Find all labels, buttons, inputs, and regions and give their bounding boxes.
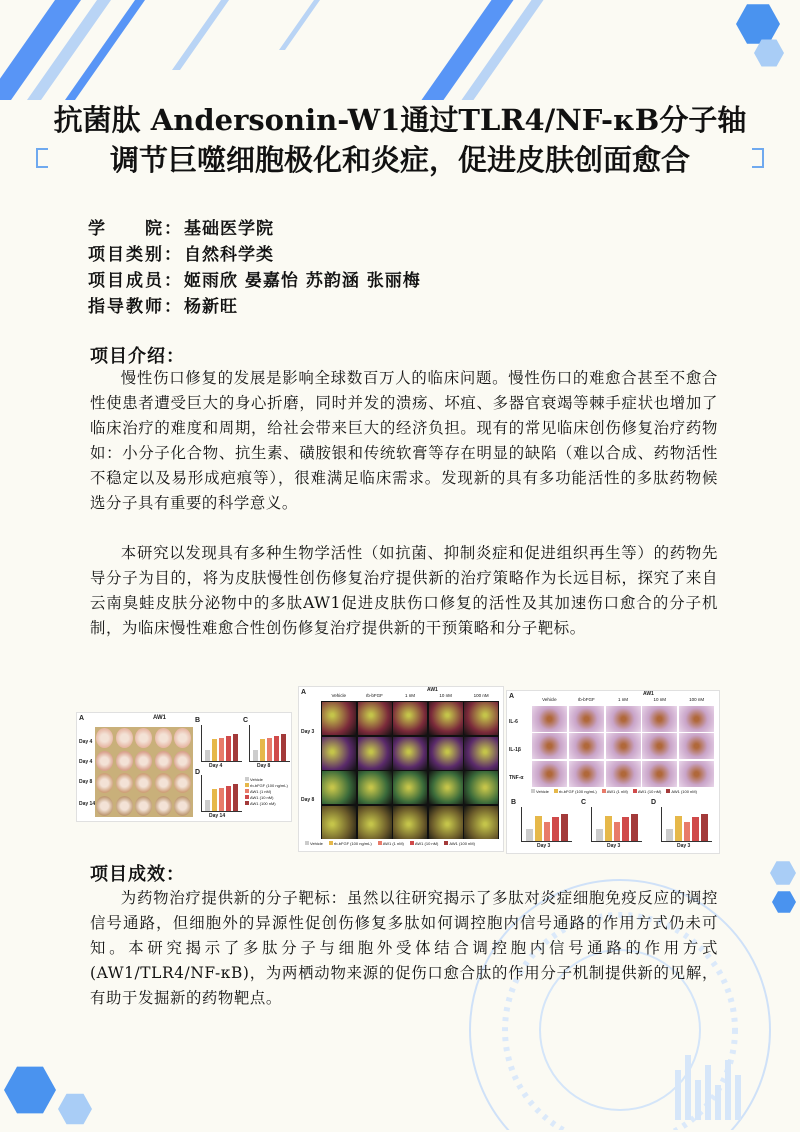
info-row-advisor: [88, 294, 421, 320]
legend-label: AW1 (100 nM): [671, 789, 697, 794]
legend-item: [245, 801, 288, 807]
chart-title: Day 4: [209, 763, 223, 769]
ihc-image: [679, 733, 714, 759]
column-header: Vehicle: [542, 697, 557, 702]
wound-photo: [135, 728, 152, 748]
fluorescence-image: [429, 702, 463, 735]
fluorescence-image: [464, 737, 498, 770]
wound-photo: [116, 773, 133, 793]
bar: [605, 816, 612, 842]
bar: [219, 788, 224, 811]
panel-label: A: [79, 715, 85, 722]
ihc-image: [606, 733, 641, 759]
panel-label: B: [195, 717, 201, 724]
wound-photo: [135, 751, 152, 771]
fluorescence-image: [393, 737, 427, 770]
wound-photo: [155, 773, 172, 793]
ihc-image: [532, 761, 567, 787]
wound-photo: [96, 751, 113, 771]
legend-item: [602, 789, 628, 794]
column-header: 10 nM: [653, 697, 667, 702]
group-header: AW1: [427, 687, 438, 693]
legend-swatch: [410, 841, 414, 845]
row-label: TNF-α: [509, 775, 524, 781]
fluorescence-image: [464, 806, 498, 839]
info-row-members: [88, 268, 421, 294]
info-label: 指导教师：: [88, 297, 183, 317]
info-value: 基础医学院: [184, 219, 274, 239]
legend-swatch: [602, 789, 606, 793]
fluorescence-image: [464, 702, 498, 735]
column-header: 1 nM: [617, 697, 628, 702]
row-label: Day 8: [79, 779, 93, 785]
panel-label: D: [195, 769, 201, 776]
legend-item: [329, 841, 372, 846]
column-headers: [531, 697, 715, 705]
bar: [614, 822, 621, 841]
legend-swatch: [633, 789, 637, 793]
hexagon-icon: [4, 1064, 56, 1116]
wound-photo-grid: [95, 727, 193, 817]
group-header: AW1: [153, 715, 167, 721]
bar: [684, 822, 691, 841]
bar: [226, 736, 231, 761]
ihc-image-grid: [531, 705, 715, 787]
wound-photo: [135, 796, 152, 816]
wound-photo: [174, 728, 191, 748]
legend-item: [554, 789, 597, 794]
ihc-image: [642, 733, 677, 759]
figure-legend: [305, 841, 475, 846]
row-label: Day 3: [301, 729, 315, 735]
wound-photo: [174, 773, 191, 793]
bar: [226, 786, 231, 811]
info-label: 项目成员：: [88, 271, 183, 291]
wound-photo: [96, 796, 113, 816]
legend-label: rb-bFGF (100 ng/mL): [558, 789, 597, 794]
bar: [561, 814, 568, 841]
bar: [596, 829, 603, 841]
legend-label: AW1 (10 nM): [250, 795, 274, 800]
wound-photo: [174, 796, 191, 816]
wound-photo: [96, 728, 113, 748]
legend-swatch: [305, 841, 309, 845]
bar: [253, 750, 258, 761]
legend-label: AW1 (100 nM): [250, 801, 276, 806]
fluorescence-image: [322, 702, 356, 735]
fluorescence-image: [358, 737, 392, 770]
figure-wound-healing: [76, 712, 292, 822]
figure-legend: [531, 789, 697, 794]
legend-swatch: [329, 841, 333, 845]
column-header: 1 nM: [404, 693, 415, 698]
fluorescence-image: [393, 702, 427, 735]
legend-label: AW1 (1 nM): [382, 841, 404, 846]
bar: [701, 814, 708, 841]
chart-title: Day 8: [257, 763, 271, 769]
row-label: IL-1β: [509, 747, 521, 753]
bar: [535, 816, 542, 842]
ihc-image: [569, 761, 604, 787]
intro-paragraph-2: 本研究以发现具有多种生物学活性（如抗菌、抑制炎症和促进组织再生等）的药物先导分子为目的，将为皮肤慢性创伤修复治疗提供新的治疗策略作为长远目标，探究了来自云南臭蛙皮肤分泌物中的多肽AW1促进皮肤伤口修复的活性及其加速伤口愈合的分子机制，为临床慢性难愈合性创伤修复治疗提供新的干预策略和分子靶标。: [90, 544, 718, 637]
bar-chart-c: [249, 725, 290, 762]
info-label: 项目类别：: [88, 245, 183, 265]
legend-swatch: [531, 789, 535, 793]
hexagon-icon: [736, 2, 780, 46]
panel-label: C: [581, 799, 587, 806]
panel-label: A: [509, 693, 515, 700]
info-row-category: [88, 242, 421, 268]
legend-swatch: [378, 841, 382, 845]
bar: [675, 816, 682, 842]
legend-label: AW1 (1 nM): [606, 789, 628, 794]
fluorescence-image: [322, 806, 356, 839]
bar: [544, 822, 551, 841]
info-row-college: [88, 216, 421, 242]
fluorescence-image: [429, 806, 463, 839]
ihc-image: [606, 706, 641, 732]
bar: [692, 817, 699, 841]
panel-label: D: [651, 799, 657, 806]
legend-item: [305, 841, 323, 846]
legend-label: rb-bFGF (100 ng/mL): [250, 783, 288, 788]
column-headers: [321, 693, 499, 701]
wound-photo: [116, 751, 133, 771]
wound-photo: [135, 773, 152, 793]
legend-item: [531, 789, 549, 794]
info-label: 学 院：: [88, 219, 183, 239]
ihc-image: [679, 706, 714, 732]
legend-item: [666, 789, 697, 794]
chart-title: Day 14: [209, 813, 226, 819]
bar-chart: [521, 807, 572, 842]
fluorescence-image: [393, 806, 427, 839]
bar-chart-b: [201, 725, 242, 762]
panel-label: A: [301, 689, 307, 696]
bar: [274, 736, 279, 761]
panel-label: C: [243, 717, 249, 724]
legend-swatch: [245, 789, 249, 793]
bar: [526, 829, 533, 841]
fluorescence-image: [429, 771, 463, 804]
column-header: Vehicle: [331, 693, 347, 698]
results-paragraph: 为药物治疗提供新的分子靶标：虽然以往研究揭示了多肽对炎症细胞免疫反应的调控信号通路，但细胞外的异源性促创伤修复多肽如何调控胞内信号通路的作用方式仍未可知。本研究揭示了多肽分子与细胞外受体结合调控胞内信号通路的作用方式(AW1/TLR4/NF-κB)，为两栖动物来源的促伤口愈合肽的作用分子机制提供新的见解，有助于发掘新的药物靶点。: [90, 889, 718, 1007]
fluorescence-image: [358, 771, 392, 804]
legend-label: AW1 (100 nM): [449, 841, 475, 846]
fluorescence-image: [429, 737, 463, 770]
wound-photo: [155, 796, 172, 816]
legend-swatch: [245, 777, 249, 781]
bar: [233, 734, 238, 761]
legend-swatch: [245, 783, 249, 787]
column-header: rb-bFGF: [365, 693, 383, 698]
bar: [205, 800, 210, 811]
info-value: 自然科学类: [184, 245, 274, 265]
ihc-image: [606, 761, 641, 787]
bar: [631, 814, 638, 841]
column-header: rb-bFGF: [577, 697, 595, 702]
bar-chart: [591, 807, 642, 842]
wound-photo: [155, 728, 172, 748]
title-line-2: 调节巨噬细胞极化和炎症，促进皮肤创面愈合: [109, 143, 690, 177]
intro-paragraph-1: 慢性伤口修复的发展是影响全球数百万人的临床问题。慢性伤口的难愈合甚至不愈合性使患者遭受巨大的身心折磨，同时并发的溃疡、坏疽、多器官衰竭等棘手症状也增加了临床治疗的难度和周期，给社会带来巨大的经济负担。现有的常见临床创伤修复治疗药物如：小分子化合物、抗生素、磺胺银和传统软膏等存在明显的缺陷（难以合成、药物活性不稳定以及易形成疤痕等），很难满足临床需求。发现新的具有多功能活性的多肽药物候选分子具有重要的科学意义。: [90, 369, 718, 512]
ihc-image: [532, 733, 567, 759]
ihc-image: [642, 706, 677, 732]
row-label: IL-6: [509, 719, 518, 725]
hexagon-icon: [58, 1092, 92, 1126]
legend-item: [378, 841, 404, 846]
column-header: 100 nM: [473, 693, 489, 698]
wound-photo: [116, 796, 133, 816]
fluorescence-image: [393, 771, 427, 804]
bar: [205, 750, 210, 761]
fluorescence-image: [358, 806, 392, 839]
ihc-image: [532, 706, 567, 732]
figure-legend: [245, 777, 288, 807]
legend-label: AW1 (10 nM): [637, 789, 662, 794]
ihc-image: [569, 733, 604, 759]
bar-chart: [661, 807, 712, 842]
legend-label: Vehicle: [310, 841, 323, 846]
bar: [622, 817, 629, 841]
legend-item: [444, 841, 475, 846]
bar-chart-d: [201, 775, 242, 812]
wound-photo: [155, 751, 172, 771]
legend-label: Vehicle: [250, 777, 263, 782]
bar: [260, 739, 265, 761]
bar: [267, 738, 272, 761]
top-stripes-decoration: [0, 0, 560, 100]
poster-title: [40, 100, 760, 180]
fluorescence-image: [358, 702, 392, 735]
row-label: Day 4: [79, 759, 93, 765]
fluorescence-image: [464, 771, 498, 804]
legend-label: Vehicle: [536, 789, 549, 794]
legend-swatch: [666, 789, 670, 793]
legend-label: AW1 (1 nM): [250, 789, 272, 794]
bar: [212, 789, 217, 811]
legend-label: rb-bFGF (100 ng/mL): [333, 841, 372, 846]
fluorescence-image-grid: [321, 701, 499, 839]
wound-photo: [174, 751, 191, 771]
title-line-1: 抗菌肽 Andersonin-W1通过TLR4/NF-κB分子轴: [53, 103, 747, 137]
ihc-image: [569, 706, 604, 732]
project-info: [88, 216, 421, 320]
wound-photo: [96, 773, 113, 793]
legend-label: AW1 (10 nM): [414, 841, 439, 846]
row-label: Day 4: [79, 739, 93, 745]
fluorescence-image: [322, 737, 356, 770]
column-header: 100 nM: [689, 697, 705, 702]
legend-swatch: [245, 795, 249, 799]
panel-label: B: [511, 799, 517, 806]
legend-swatch: [444, 841, 448, 845]
bar: [666, 829, 673, 841]
intro-heading: 项目介绍：: [90, 346, 185, 367]
ihc-image: [642, 761, 677, 787]
legend-swatch: [245, 801, 249, 805]
results-heading: 项目成效：: [90, 864, 185, 885]
row-label: Day 8: [301, 797, 315, 803]
wound-photo: [116, 728, 133, 748]
group-header: AW1: [643, 691, 654, 697]
chart-title: Day 3: [607, 843, 621, 849]
bar: [281, 734, 286, 761]
info-value: 杨新旺: [184, 297, 238, 317]
ihc-image: [679, 761, 714, 787]
column-header: 10 nM: [439, 693, 452, 698]
bar: [219, 738, 224, 761]
bar: [212, 739, 217, 761]
fluorescence-image: [322, 771, 356, 804]
row-label: Day 14: [79, 801, 96, 807]
chart-title: Day 3: [677, 843, 691, 849]
legend-swatch: [554, 789, 558, 793]
bar: [233, 784, 238, 811]
bar: [552, 817, 559, 841]
chart-title: Day 3: [537, 843, 551, 849]
legend-item: [410, 841, 438, 846]
figure-immunofluorescence: [298, 686, 504, 852]
legend-item: [633, 789, 661, 794]
figure-ihc-cytokines: [506, 690, 720, 854]
info-value: 姬雨欣 晏嘉怡 苏韵涵 张丽梅: [184, 271, 421, 291]
